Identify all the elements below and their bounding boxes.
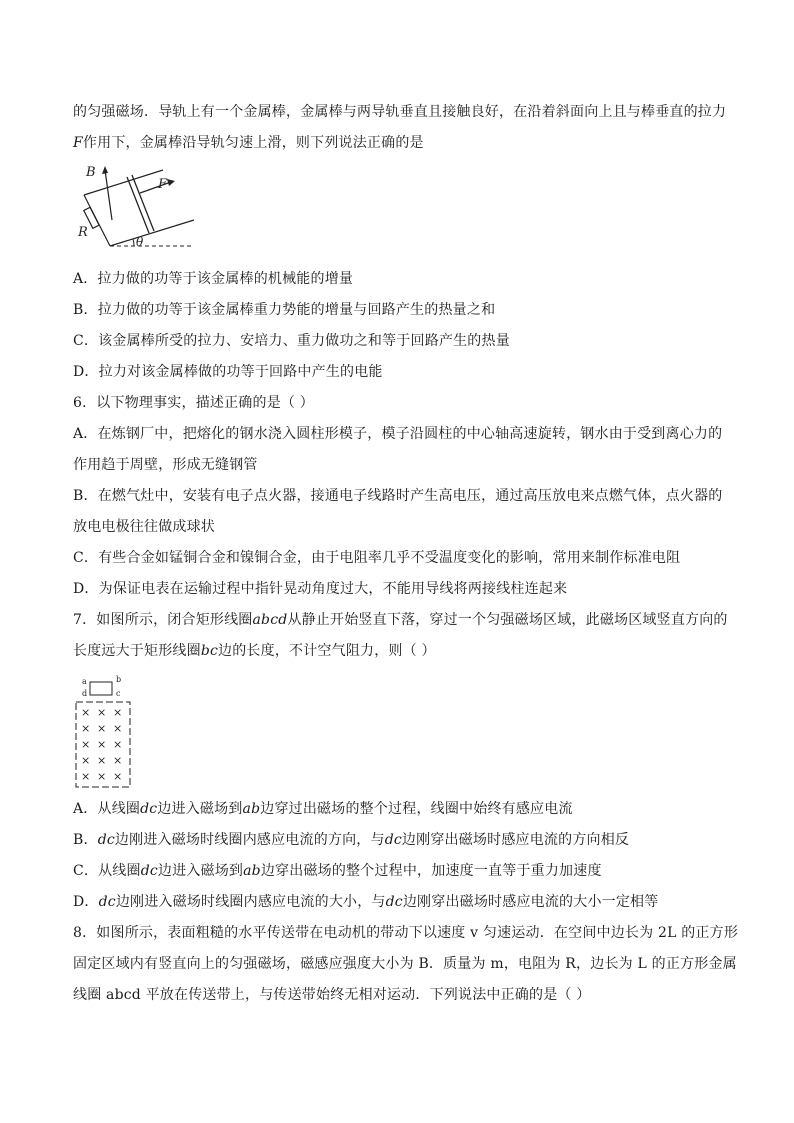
q7-option-c (73, 862, 602, 880)
cross: × (97, 722, 107, 735)
cross: × (113, 770, 123, 783)
cross: × (113, 738, 123, 751)
var-bc: bc (200, 643, 219, 659)
cross: × (81, 706, 91, 719)
incline-rail-figure (76, 160, 226, 255)
opt-text: B． (73, 832, 98, 848)
opt-text: 边穿过出磁场的整个过程，线圈中始终有感应电流 (260, 801, 573, 817)
var-dc: dc (140, 863, 158, 879)
cross: × (81, 722, 91, 735)
cross: × (81, 770, 91, 783)
opt-text: 边刚穿出磁场时感应电流的大小一定相等 (402, 894, 659, 910)
opt-text: 边刚穿出磁场时感应电流的方向相反 (401, 832, 630, 848)
q6-option-a-line-1: A．在炼钢厂中，把熔化的钢水浇入圆柱形模子，模子沿圆柱的中心轴高速旋转，钢水由于受到离心力的 (73, 426, 723, 442)
var-F: F (73, 135, 83, 151)
label-R: R (78, 225, 88, 240)
cross: × (97, 706, 107, 719)
label-a: a (82, 677, 87, 686)
var-dc: dc (98, 894, 116, 910)
q8-stem-line-2: 固定区域内有竖直向上的匀强磁场，磁感应强度大小为 B．质量为 m，电阻为 R，边长为 L 的正方形金属 (73, 956, 737, 972)
q7-stem-part: 边的长度，不计空气阻力，则（ ） (218, 643, 436, 659)
field-crosses (81, 706, 122, 783)
var-ab: ab (242, 801, 261, 817)
q6-option-b-line-1: B．在燃气灶中，安装有电子点火器，接通电子线路时产生高电压，通过高压放电来点燃气体，点火器的 (73, 488, 723, 504)
opt-text: 边进入磁场到 (157, 863, 244, 879)
var-dc: dc (140, 801, 158, 817)
var-abcd: abcd (252, 612, 288, 628)
q7-option-d (73, 893, 658, 911)
q6-option-d: D．为保证电表在运输过程中指针晃动角度过大，不能用导线将两接线柱连起来 (73, 581, 568, 597)
cross: × (97, 770, 107, 783)
q7-stem-part: 从静止开始竖直下落，穿过一个匀强磁场区域，此磁场区域竖直方向的 (287, 612, 728, 628)
q5-option-b: B．拉力做的功等于该金属棒重力势能的增量与回路产生的热量之和 (73, 302, 496, 318)
label-d: d (82, 689, 88, 698)
q5-option-d: D．拉力对该金属棒做的功等于回路中产生的电能 (73, 364, 383, 380)
q5-option-a: A．拉力做的功等于该金属棒的机械能的增量 (73, 271, 354, 287)
q5-stem-text: 作用下，金属棒沿导轨匀速上滑，则下列说法正确的是 (82, 135, 424, 151)
q7-stem-part: 长度远大于矩形线圈 (73, 643, 201, 659)
q7-stem-line-2 (73, 642, 436, 660)
label-c: c (116, 689, 121, 698)
opt-text: A．从线圈 (73, 801, 141, 817)
var-dc: dc (385, 894, 403, 910)
q6-option-c: C．有些合金如锰铜合金和镍铜合金，由于电阻率几乎不受温度变化的影响，常用来制作标准电阻 (73, 550, 681, 566)
q8-stem-line-1: 8．如图所示，表面粗糙的水平传送带在电动机的带动下以速度 v 匀速运动．在空间中边长为 2L 的正方形 (73, 925, 739, 941)
opt-text: D． (73, 894, 99, 910)
opt-text: 边进入磁场到 (157, 801, 243, 817)
cross: × (97, 738, 107, 751)
label-B: B (86, 165, 96, 180)
opt-text: 边刚进入磁场时线圈内感应电流的大小，与 (115, 894, 386, 910)
cross: × (113, 722, 123, 735)
opt-text: 边刚进入磁场时线圈内感应电流的方向，与 (114, 832, 385, 848)
q6-stem: 6．以下物理事实，描述正确的是（ ） (73, 395, 314, 411)
cross: × (113, 754, 123, 767)
q7-stem-line-1 (73, 611, 728, 629)
cross: × (81, 754, 91, 767)
cross: × (81, 738, 91, 751)
q5-stem-line-1: 的匀强磁场．导轨上有一个金属棒，金属棒与两导轨垂直且接触良好，在沿着斜面向上且与棒垂直的拉力 (73, 104, 727, 120)
opt-text: C．从线圈 (73, 863, 141, 879)
label-theta: θ (136, 235, 144, 249)
opt-text: 边穿出磁场的整个过程中，加速度一直等于重力加速度 (260, 863, 602, 879)
q5-option-c: C．该金属棒所受的拉力、安培力、重力做功之和等于回路产生的热量 (73, 333, 510, 349)
label-F: F (158, 177, 168, 192)
q6-option-b-line-2: 放电电极往往做成球状 (73, 519, 215, 535)
coil-magnetic-field-figure (72, 674, 142, 790)
var-ab: ab (243, 863, 261, 879)
q5-stem-line-2 (73, 134, 424, 152)
cross: × (97, 754, 107, 767)
q6-option-a-line-2: 作用趋于周壁，形成无缝钢管 (73, 457, 258, 473)
var-dc: dc (97, 832, 115, 848)
cross: × (113, 706, 123, 719)
label-b: b (116, 675, 122, 684)
var-dc: dc (384, 832, 402, 848)
q7-option-a (73, 800, 573, 818)
q7-option-b (73, 831, 629, 849)
q8-stem-line-3: 线圈 abcd 平放在传送带上，与传送带始终无相对运动．下列说法中正确的是（ ） (73, 987, 591, 1003)
q7-stem-part: 7．如图所示，闭合矩形线圈 (73, 612, 253, 628)
